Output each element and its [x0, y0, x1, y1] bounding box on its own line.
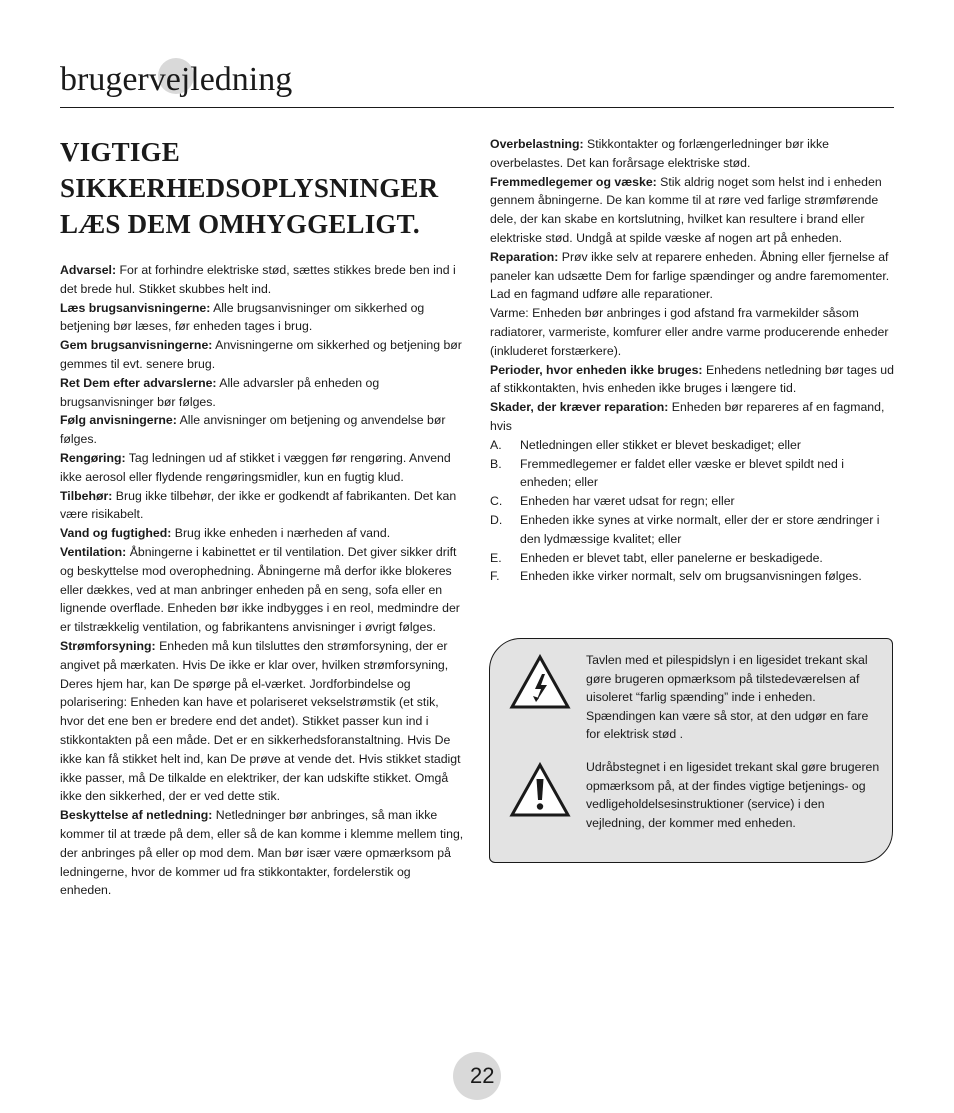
- paragraph-text: Alle brugsanvisninger om sikkerhed og betjening bør læses, før enheden tages i brug.: [60, 300, 425, 334]
- paragraph-text: Prøv ikke selv at reparere enheden. Åbning eller fjernelse af paneler kan udsætte Dem for farlige spændinger og andre faremomenter. Lad en fagmand udføre alle reparationer.: [490, 249, 890, 302]
- heading-line-3: LÆS DEM OMHYGGELIGT.: [60, 209, 420, 239]
- paragraph: [490, 135, 894, 173]
- paragraph: [490, 304, 894, 360]
- list-item-letter: C.: [490, 494, 503, 509]
- paragraph-text: Anvisningerne om sikkerhed og betjening bør gemmes til evt. senere brug.: [60, 338, 462, 371]
- heading-line-1: VIGTIGE: [60, 137, 180, 167]
- paragraph-text: Netledninger bør anbringes, så man ikke kommer til at træde på dem, eller så de kan komme i klemme mellem ting, der anbringes på eller op mod dem. Man bør især være opmærksom på ledningerne, hvor de kommer ud fra stikkontakter, fordelerstik og enheden.: [60, 808, 464, 898]
- list-item-text: Enheden har været udsat for regn; eller: [520, 494, 735, 509]
- page-number: 22: [470, 1063, 495, 1088]
- list-item-text: Enheden er blevet tabt, eller panelerne er beskadigede.: [520, 550, 823, 565]
- exclamation-triangle-icon: [509, 762, 571, 818]
- left-column: [60, 261, 465, 900]
- list-item: [490, 436, 894, 455]
- paragraph-text: Enheden må kun tilsluttes den strømforsyning, der er angivet på mærkaten. Hvis De ikke er klar over, hvilken strømforsyning, Deres hjem har, kan De spørge på el-værket. Jordforbindelse og polarisering: Enheden kan have et polariseret vekselstrømstik (et stik, hvor det ene ben er bredere end det andet). Stikket passer kun ind i stikkontakten på een måde. Det er en sikkerhedsforanstaltning. Hvis De ikke kan få stikket helt ind, kan De prøve at vende det. Hvis stikket stadigt ikke passer, må De tilkalde en elektriker, der kan udskifte stikket. Omgå ikke den sikkerhed, der er ved dette stik.: [60, 638, 461, 804]
- lightning-triangle-icon: [509, 654, 571, 710]
- paragraph-label: Tilbehør:: [60, 488, 113, 503]
- paragraph-label: Advarsel:: [60, 263, 117, 277]
- paragraph: [60, 487, 465, 525]
- list-item: [490, 455, 894, 493]
- right-column: [490, 135, 894, 586]
- paragraph-text: Alle anvisninger om betjening og anvendelse bør følges.: [60, 413, 446, 447]
- list-item-letter: D.: [490, 512, 503, 527]
- paragraph-label: Overbelastning:: [490, 137, 584, 151]
- paragraph-label: Gem brugsanvisningerne:: [60, 338, 213, 353]
- paragraph-text: Stikkontakter og forlængerledninger bør ikke overbelastes. Det kan forårsage elektriske stød.: [490, 137, 829, 170]
- paragraph: [490, 173, 894, 248]
- list-item: [490, 549, 894, 568]
- paragraph: [490, 248, 894, 304]
- header-divider: [60, 107, 894, 108]
- heading-line-2: SIKKERHEDSOPLYSNINGER: [60, 173, 439, 203]
- paragraph: [60, 299, 465, 337]
- list-item: [490, 511, 894, 549]
- paragraph: [60, 543, 465, 637]
- paragraph: [60, 449, 465, 487]
- paragraph-label: Læs brugsanvisningerne:: [60, 300, 211, 315]
- section-heading: [60, 134, 480, 242]
- paragraph: [60, 374, 465, 412]
- paragraph: [490, 361, 894, 399]
- list-item-text: Fremmedlegemer er faldet eller væske er blevet spildt ned i enheden; eller: [520, 456, 844, 490]
- paragraph-label: Fremmedlegemer og væske:: [490, 174, 657, 189]
- list-item-letter: F.: [490, 569, 500, 584]
- list-item-letter: A.: [490, 437, 502, 452]
- warning-text-instructions: Udråbstegnet i en ligesidet trekant skal gøre brugeren opmærksom på, at der findes vigtige betjenings- og vedligeholdelsesinstruktioner (service) i den vejledning, der kommer med enheden.: [586, 760, 880, 830]
- paragraph-label: Skader, der kræver reparation:: [490, 400, 669, 415]
- paragraph-text: Enheden bør repareres af en fagmand, hvis: [490, 400, 885, 433]
- paragraph-text: For at forhindre elektriske stød, sættes stikkes brede ben ind i det brede hul. Stikket skubbes helt ind.: [60, 263, 456, 296]
- paragraph-label: Følg anvisningerne:: [60, 413, 177, 428]
- paragraph-label: Ventilation:: [60, 544, 127, 559]
- paragraph-text: Stik aldrig noget som helst ind i enheden gennem åbningerne. De kan komme til at røre ved farlige strømførende dele, der kan skabe en kortslutning, hvilket kan resultere i brand eller elektriske stød. Undgå at spilde væske af nogen art på enheden.: [490, 174, 882, 245]
- list-item-text: Enheden ikke synes at virke normalt, eller der er store ændringer i den lydmæssige kvalitet; eller: [520, 512, 880, 546]
- paragraph-label: Beskyttelse af netledning:: [60, 808, 213, 823]
- paragraph-label: Vand og fugtighed:: [60, 526, 172, 541]
- paragraph: [60, 411, 465, 449]
- list-item-text: Netledningen eller stikket er blevet beskadiget; eller: [520, 437, 801, 452]
- paragraph: [60, 261, 465, 299]
- list-item-text: Enheden ikke virker normalt, selv om brugsanvisningen følges.: [520, 569, 862, 584]
- list-item-letter: B.: [490, 456, 502, 471]
- paragraph-text: Åbningerne i kabinettet er til ventilation. Det giver sikker drift og beskyttelse mod overophedning. Åbningerne må derfor ikke blokeres eller dækkes, ved at man anbringer enheden på en seng, sofa eller en lignende overflade. Enheden bør ikke indbygges i en reol, medmindre der er tilstrækkelig ventilation, og fabrikantens anvisninger i øvrigt følges.: [60, 544, 460, 635]
- page-title: brugervejledning: [60, 61, 293, 98]
- paragraph: [60, 637, 465, 806]
- list-item-letter: E.: [490, 550, 502, 565]
- list-item: [490, 492, 894, 511]
- paragraph-label: Ret Dem efter advarslerne:: [60, 375, 217, 390]
- service-conditions-list: [490, 436, 894, 586]
- paragraph-text: Varme: Enheden bør anbringes i god afstand fra varmekilder såsom radiatorer, varmeriste, komfurer eller andre varme producerende enheder (inkluderet forstærkere).: [490, 306, 889, 358]
- paragraph-text: Brug ikke enheden i nærheden af vand.: [171, 526, 391, 541]
- paragraph-label: Perioder, hvor enheden ikke bruges:: [490, 362, 703, 377]
- warning-text-voltage: Tavlen med et pilespidslyn i en ligesidet trekant skal gøre brugeren opmærksom på tilstedeværelsen af uisoleret “farlig spænding” inde i enheden. Spændingen kan være så stor, at den udgør en fare for elektrisk stød .: [586, 653, 869, 742]
- paragraph-label: Rengøring:: [60, 450, 126, 465]
- paragraph: [490, 398, 894, 436]
- paragraph: [60, 806, 465, 900]
- paragraph-label: Reparation:: [490, 249, 559, 264]
- paragraph: [60, 336, 465, 374]
- paragraph: [60, 524, 465, 543]
- paragraph-text: Brug ikke tilbehør, der ikke er godkendt af fabrikanten. Det kan være risikabelt.: [60, 488, 457, 522]
- list-item: [490, 567, 894, 586]
- paragraph-text: Enhedens netledning bør tages ud af stikkontakten, hvis enheden ikke bruges i længere tid.: [490, 362, 894, 396]
- paragraph-text: Alle advarsler på enheden og brugsanvisninger bør følges.: [60, 375, 380, 409]
- paragraph-label: Strømforsyning:: [60, 638, 156, 653]
- paragraph-text: Tag ledningen ud af stikket i væggen før rengøring. Anvend ikke aerosol eller flydende rengøringsmidler, kun en fugtig klud.: [60, 450, 451, 484]
